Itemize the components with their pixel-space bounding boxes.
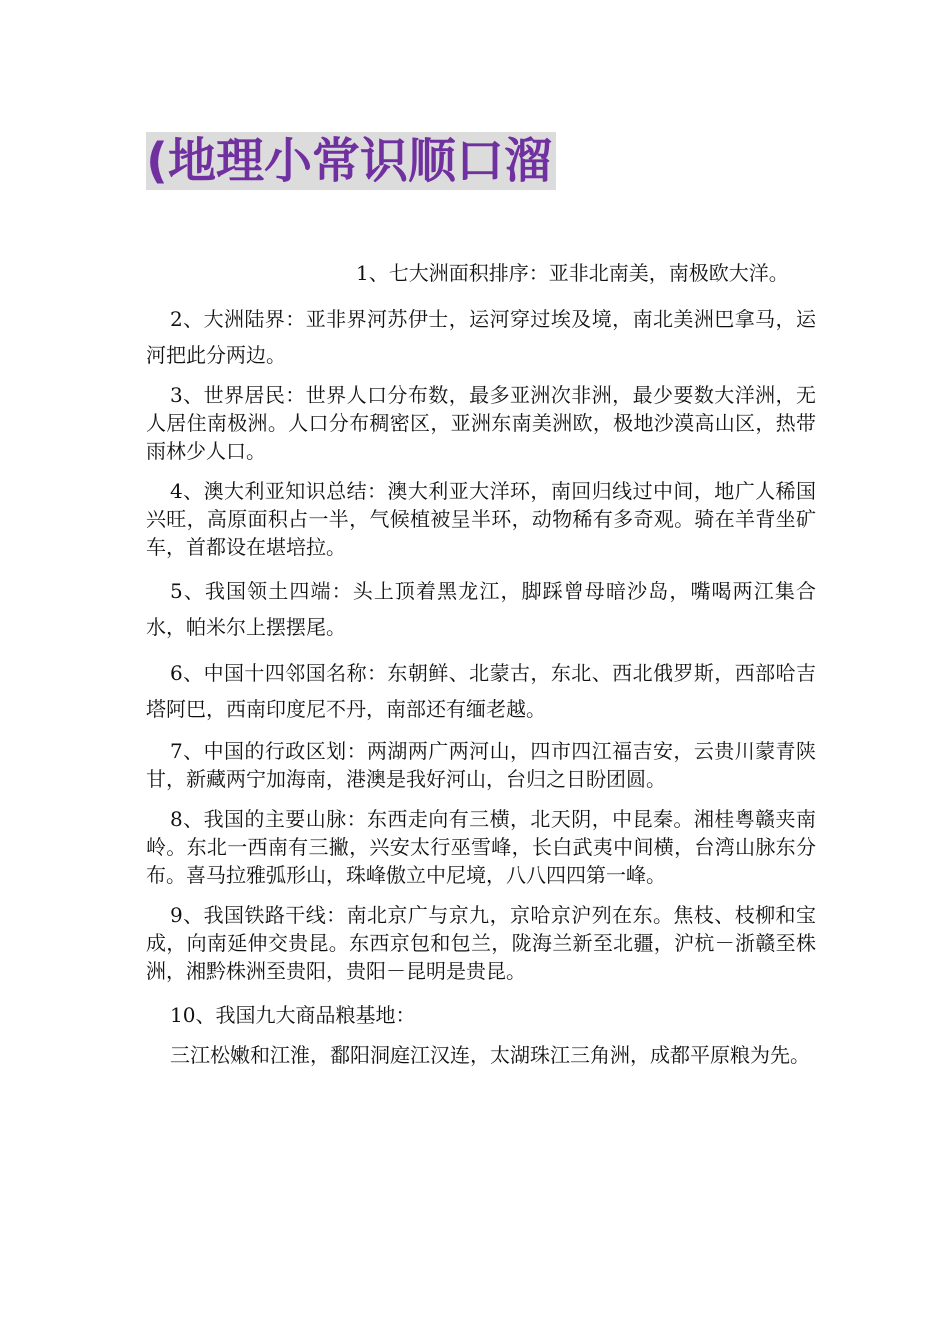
document-body [146,255,816,1069]
paragraph-7: 7、中国的行政区划：两湖两广两河山，四市四江福吉安，云贵川蒙青陕甘，新藏两宁加海南，港澳是我好河山，台归之日盼团圆。 [146,739,816,791]
paragraph-2: 2、大洲陆界：亚非界河苏伊士，运河穿过埃及境，南北美洲巴拿马，运河把此分两边。 [146,307,816,367]
paragraph-4: 4、澳大利亚知识总结：澳大利亚大洋环，南回归线过中间，地广人稀国兴旺，高原面积占一半，气候植被呈半环，动物稀有多奇观。骑在羊背坐矿车，首都设在堪培拉。 [146,479,816,559]
paragraph-1: 1、七大洲面积排序：亚非北南美，南极欧大洋。 [356,261,789,285]
paragraph-11: 三江松嫩和江淮，鄱阳洞庭江汉连，太湖珠江三角洲，成都平原粮为先。 [170,1043,810,1067]
paragraph-5: 5、我国领土四端：头上顶着黑龙江，脚踩曾母暗沙岛，嘴喝两江集合水，帕米尔上摆摆尾。 [146,579,816,639]
paragraph-9: 9、我国铁路干线：南北京广与京九，京哈京沪列在东。焦枝、枝柳和宝成，向南延伸交贵昆。东西京包和包兰，陇海兰新至北疆，沪杭－浙赣至株洲，湘黔株洲至贵阳，贵阳－昆明是贵昆。 [146,903,816,983]
paragraph-3: 3、世界居民：世界人口分布数，最多亚洲次非洲，最少要数大洋洲，无人居住南极洲。人口分布稠密区，亚洲东南美洲欧，极地沙漠高山区，热带雨林少人口。 [146,383,816,463]
document-title: (地理小常识顺口溜 [146,132,556,190]
paragraph-6: 6、中国十四邻国名称：东朝鲜、北蒙古，东北、西北俄罗斯，西部哈吉塔阿巴，西南印度尼不丹，南部还有缅老越。 [146,661,816,721]
paragraph-10: 10、我国九大商品粮基地： [170,1003,416,1027]
paragraph-8: 8、我国的主要山脉：东西走向有三横，北天阴，中昆秦。湘桂粤赣夹南岭。东北一西南有三撇，兴安太行巫雪峰，长白武夷中间横，台湾山脉东分布。喜马拉雅弧形山，珠峰傲立中尼境，八八四四第一峰。 [146,807,816,887]
